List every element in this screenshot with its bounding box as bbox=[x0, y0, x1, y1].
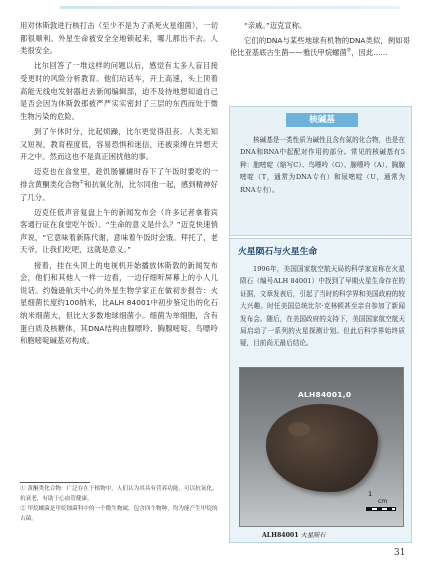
text-span: 迈克也在食堂里，趁饥肠辘辘时吞下了午饭时要吃的一排含黄酮类化合物 bbox=[20, 167, 218, 189]
paragraph bbox=[20, 260, 218, 348]
sidebar-body bbox=[240, 263, 405, 350]
text-span: 结构由腺嘌呤、胸腺嘧啶、鸟嘌呤和胞嘧啶碱基对构成。 bbox=[20, 323, 218, 346]
text-span: ，因此…… bbox=[351, 48, 388, 58]
sidebar-paragraph: 1996年，美国国家航空航天局的科学家宣称在火星陨石（编号ALH 84001）中找到了早期火星生命存在的证据，文章发表后，引起了当时的科学界和美国政府的较大兴趣。时任美国总统比尔·克林顿甚至亲自参加了新闻发布会。随后，在美国政府的支持下，美国国家航空航天局启动了一系列的火星探测计划。但此后科学界始终质疑，目前尚无最后结论。 bbox=[240, 265, 405, 348]
scale-number: 1 bbox=[368, 490, 373, 498]
footnote-1: ① 黄酮类化合物：广泛存在于植物中，人们认为其具有营养功能，可以抗氧化、抗衰老，有助于心血管健康。 bbox=[20, 486, 218, 502]
page-number: 31 bbox=[394, 548, 406, 558]
footnote-marker-2: ② bbox=[346, 47, 352, 54]
footnotes bbox=[20, 485, 218, 525]
paragraph: 迈克任低声音复盘上午的新闻发布会（许多记者拿着宾客通行证在食堂吃午饭）。“生命的意义是什么？”迈克快速悄声说，“它意味着新陈代谢，意味着午饭时会饿。拜托了，老天爷，让我们吃吧，这就是意义。” bbox=[20, 207, 218, 255]
sidebar-body bbox=[240, 134, 405, 196]
paragraph bbox=[20, 166, 218, 204]
text-span: ALH 84001 bbox=[109, 298, 151, 308]
paragraph: “亲戚。”迈克宣称。 bbox=[244, 21, 307, 30]
paragraph: 比尔回答了一堆这样的问题以后，感觉有太多人盲目接受更时的风险分析教育。他们玷话车，开上高速，头上顶着高能无线电发射器赶去新闻编辑部，迫不及待地想知道自己是否会因为休斯敦那被严严实实密封了三层的东西而处于微生物污染的危险。 bbox=[20, 61, 218, 121]
caption-code: ALH84001 bbox=[262, 532, 299, 539]
text-span: 中初步鉴定出的化石纳米细菌大，但比大多数地球细菌小。细菌为单细胞，含有蛋白质及核糖体，其 bbox=[20, 298, 218, 333]
meteorite-rock bbox=[266, 404, 378, 492]
left-column bbox=[20, 20, 218, 350]
footnote-divider bbox=[20, 482, 90, 483]
text-span: DNA bbox=[88, 323, 105, 333]
photo-caption bbox=[262, 530, 325, 539]
photo-label: ALH84001,0 bbox=[298, 390, 352, 399]
text-span: 接着，挂在头顶上的电视机开始播放休斯敦的新闻发布会，他们和其他人一样一边看，一边仔细听屏幕上的小人儿说话。约翰逊航天中心的外星生物学家正在做初步报告：火星细菌长度约100纳米，比 bbox=[20, 260, 218, 308]
sidebar-title: 火星陨石与火星生命 bbox=[238, 247, 318, 257]
paragraph: 到了午休时分，比起烦躁，比尔更觉得沮丧。人类无知又短视，教育程度低，容易恐惧和迷信，还被束缚在异想天开之中。然而这也不是真正困扰他的事。 bbox=[20, 126, 218, 162]
mars-meteorite-sidebar bbox=[229, 238, 412, 543]
paragraph bbox=[230, 35, 410, 60]
footnote-marker-1: ① bbox=[79, 179, 85, 186]
text-span: 它们的DNA与某些地球有机物的DNA类似，例如哥伦比亚基底古生菌——雅氏甲烷螺菌 bbox=[230, 35, 410, 58]
top-decoration-bar bbox=[60, 6, 400, 9]
meteorite-photo bbox=[239, 367, 404, 527]
scale-unit: cm bbox=[378, 498, 388, 505]
right-column bbox=[230, 20, 410, 62]
footnote-2: ② 甲烷螺菌是甲烷细菌科中的一个微生物属，包含四个物种，均为能产生甲烷的古菌。 bbox=[20, 506, 218, 522]
top-decoration bbox=[0, 0, 427, 14]
sidebar-title: 核碱基 bbox=[286, 113, 358, 127]
caption-text: 火星陨石 bbox=[300, 532, 326, 539]
text-span: 和抗氧化剂，比尔同他一起，感到精神好了几分。 bbox=[20, 179, 218, 202]
nucleobase-sidebar bbox=[229, 106, 412, 236]
paragraph: 用对休斯敦进行核打击（至少不是为了杀死火星细菌），一切都很顺利。外星生命被安全全地锁起来，哪儿都出不去。人类很安全。 bbox=[20, 21, 218, 56]
scale-bar bbox=[366, 490, 400, 512]
sidebar-paragraph: 核碱基是一类性质为碱性且含有氮的化合物，也是在DNA和RNA中起配对作用的部分。常见的核碱基有5种：胞嘧啶（缩写C）、鸟嘌呤（G）、腺嘌呤（A）、胸腺嘧啶（T，通常为DNA专有）和尿嘧啶（U，通常为RNA专有）。 bbox=[240, 136, 405, 194]
scale-ruler bbox=[366, 507, 396, 511]
